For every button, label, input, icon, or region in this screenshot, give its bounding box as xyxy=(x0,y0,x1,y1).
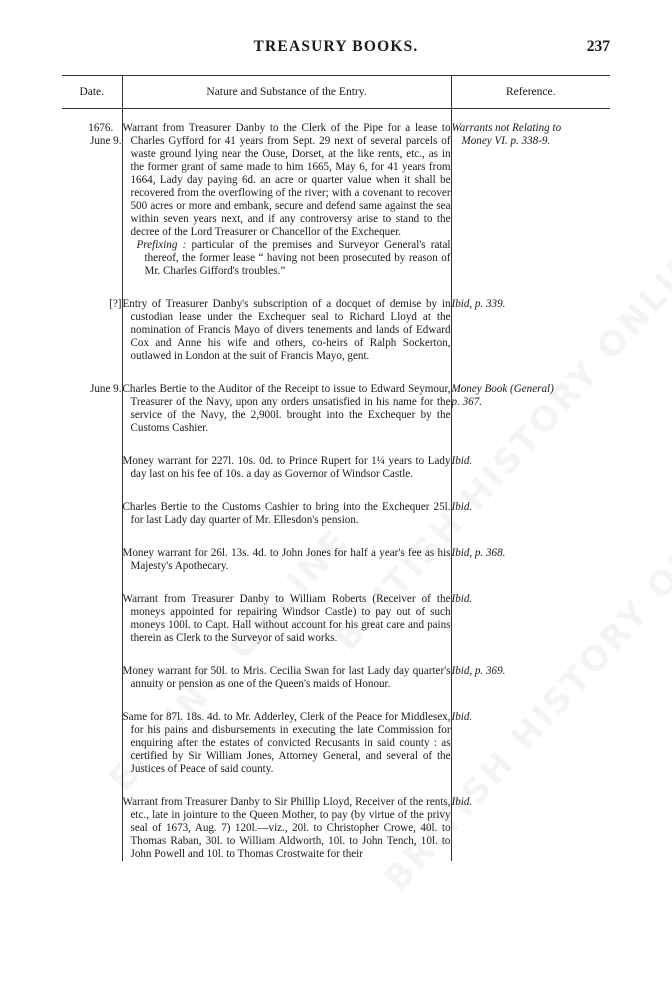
entry-line: Aldworth, 10l. to John Tench, 10l. to John xyxy=(130,835,451,860)
entry-line: Same for 87l. 18s. 4d. to Mr. Adderley, Clerk of the xyxy=(122,711,354,723)
table-row xyxy=(62,547,610,573)
entry-text xyxy=(122,711,451,776)
entry-line: Powell and 10l. to Thomas Crostwaite for their xyxy=(154,848,363,860)
column-header-date: Date. xyxy=(62,76,122,109)
entry-text xyxy=(122,796,451,861)
table-row xyxy=(62,298,610,363)
table-row xyxy=(62,455,610,481)
reference-line: Warrants not Relating to xyxy=(451,122,562,134)
entry-line: to Edward Seymour, Treasurer of the Navy, upon xyxy=(130,383,451,408)
entry-line: Ellesdon's pension. xyxy=(273,514,359,526)
entry-line: Windsor Castle) to pay out of such moneys 100l. xyxy=(130,606,451,631)
note-line: not been prosecuted by reason of Mr. Charles xyxy=(144,252,451,277)
entry-date xyxy=(62,109,122,279)
entry-reference: Ibid. xyxy=(451,593,610,645)
entry-line: in executing the late Commission for enquiring xyxy=(130,724,451,749)
entry-line: Money warrant for 26l. 13s. 4d. to John Jones for xyxy=(122,547,348,559)
entry-note xyxy=(123,239,451,278)
entry-reference xyxy=(451,383,610,435)
entry-line: Warrant from Treasurer Danby to William Roberts xyxy=(122,593,367,605)
entry-line: after the estates of convicted Recusants in said xyxy=(177,737,395,749)
entry-line: Sockerton, outlawed in London at the suit of Francis xyxy=(130,337,451,362)
entry-date xyxy=(62,455,122,481)
running-title: TREASURY BOOKS. xyxy=(253,38,419,55)
entry-line: overflowing of the river; with a covenant to recover xyxy=(218,187,451,199)
year-label: 1676. xyxy=(88,122,114,134)
entry-line: Charles Bertie to the Customs Cashier to bring into the xyxy=(122,501,378,513)
entry-line: Receiver of the rents, etc., late in jointure to the xyxy=(130,796,451,821)
entry-reference xyxy=(451,109,610,279)
entry-date: [?] xyxy=(109,298,122,310)
note-line: General's ratal thereof, the former lease “ having xyxy=(144,239,451,264)
entry-line: for 1¼ years to Lady day last on his fee of 10s. xyxy=(130,455,451,480)
entry-line: 1673, Aug. 7) 120l.—viz., 20l. to Christopher xyxy=(165,822,380,834)
entry-line: half a year's fee as his Majesty's Apothecary. xyxy=(130,547,451,572)
table-row xyxy=(62,711,610,776)
entry-text xyxy=(122,501,451,527)
entry-reference: Ibid. xyxy=(451,501,610,527)
entry-line: Cox and Anne his wife and others, co-heirs of Ralph xyxy=(130,337,397,349)
entry-text xyxy=(122,109,451,279)
entry-line: Pipe for a lease to Charles Gyfford for 41 years from xyxy=(130,122,451,147)
date-label: June 9. xyxy=(90,135,122,147)
entry-line: Lady day quarter's annuity or pension as one xyxy=(130,665,451,690)
entry-line: seal to Richard Lloyd at the nomination of Francis xyxy=(130,311,451,336)
entry-reference: Ibid. xyxy=(451,455,610,481)
entry-reference: Ibid. xyxy=(451,796,610,861)
entry-date xyxy=(62,501,122,527)
entry-line: Mayo of divers tenements and lands of Edward xyxy=(234,324,451,336)
entry-line: (Receiver of the moneys appointed for repairing xyxy=(130,593,451,618)
entry-line: Money warrant for 227l. 10s. 0d. to Prince Rupert xyxy=(122,455,352,467)
entry-line: by the Customs Cashier. xyxy=(130,409,451,434)
entry-line: same against the sea within seven years next, and if xyxy=(130,200,451,225)
entry-line: Entry of Treasurer Danby's subscription of a docquet xyxy=(122,298,372,310)
entry-line: Crowe, 40l. to Thomas Raban, 30l. to William xyxy=(130,822,451,847)
reference-line: p. 367. xyxy=(451,396,483,408)
entry-text xyxy=(122,665,451,691)
entry-line: a day as Governor of Windsor Castle. xyxy=(246,468,413,480)
entry-line: Mayo, gent. xyxy=(316,350,370,362)
entry-reference: Ibid, p. 368. xyxy=(451,547,610,573)
entry-line: to Capt. Hall without account for his great care xyxy=(193,619,405,631)
entry-line: Charles Bertie to the Auditor of the Receipt to issue xyxy=(122,383,356,395)
entry-reference: Ibid. xyxy=(451,711,610,776)
entries-table xyxy=(62,75,610,861)
entry-line: and pains therein as Clerk to the Surveyor of xyxy=(130,619,451,644)
entry-date xyxy=(62,796,122,861)
entry-line: of demise by in custodian lease under the Exchequer xyxy=(130,298,451,323)
table-row xyxy=(62,593,610,645)
entry-reference: Ibid, p. 369. xyxy=(451,665,610,691)
entry-line: Exchequer 25l. for last Lady day quarter of Mr. xyxy=(130,501,451,526)
entry-line: county. xyxy=(241,763,274,775)
reference-line: Money VI. p. 338-9. xyxy=(461,135,551,147)
entry-line: Warrant from Treasurer Danby to the Clerk of the xyxy=(122,122,359,134)
table-row xyxy=(62,665,610,691)
entry-date xyxy=(62,593,122,645)
entry-date xyxy=(62,547,122,573)
entry-line: General, and several of the Justices of Peace of said xyxy=(130,750,451,775)
entry-line: Money warrant for 50l. to Mris. Cecilia Swan for last xyxy=(122,665,365,677)
column-header-reference: Reference. xyxy=(451,76,610,109)
entry-line: 500 acres or more and embank, secure and defend xyxy=(130,200,356,212)
entry-line: or quarter value when it shall be recovered from the xyxy=(130,174,451,199)
page-number: 237 xyxy=(586,38,610,55)
entry-text xyxy=(122,298,451,363)
table-row xyxy=(62,109,610,279)
entry-line: for 41 years from 1664, Lady day paying 6d. an acre xyxy=(130,161,451,186)
entry-line: Peace for Middlesex, for his pains and disbursements xyxy=(130,711,451,736)
entry-text xyxy=(122,547,451,573)
entry-text xyxy=(122,383,451,435)
entry-line: any controversy arise to stand to the decree of the xyxy=(130,213,451,238)
note-lead: Prefixing : xyxy=(136,239,187,251)
table-row xyxy=(62,796,610,861)
entry-line: county : as certified by Sir William Jones, Attorney xyxy=(130,737,451,762)
entry-line: the former grant of same made to him 1665, May 6, xyxy=(130,161,368,173)
entry-text xyxy=(122,593,451,645)
table-row xyxy=(62,501,610,527)
entry-reference: Ibid, p. 339. xyxy=(451,298,610,363)
entry-line: said works. xyxy=(286,632,338,644)
entry-line: of the Navy, the 2,900l. brought into the Exchequer xyxy=(167,409,416,421)
entry-line: Warrant from Treasurer Danby to Sir Phillip Lloyd, xyxy=(122,796,353,808)
entry-line: Queen Mother, to pay (by virtue of the privy seal of xyxy=(130,809,451,834)
entry-line: Sept. 29 next of several parcels of waste ground lying xyxy=(130,135,451,160)
table-row xyxy=(62,383,610,435)
entry-text xyxy=(122,455,451,481)
column-header-nature: Nature and Substance of the Entry. xyxy=(122,76,451,109)
entry-line: any orders unsatisfied in his name for the service xyxy=(130,396,451,421)
entry-line: Lord Treasurer or Chancellor of the Exchequer. xyxy=(190,226,401,238)
entry-date xyxy=(62,665,122,691)
reference-line: Money Book (General) xyxy=(451,383,554,395)
column-header-row xyxy=(62,76,610,109)
note-line: Gifford's troubles.” xyxy=(199,265,286,277)
entry-line: of the Queen's maids of Honour. xyxy=(246,678,391,690)
note-line: particular of the premises and Surveyor xyxy=(191,239,379,251)
entry-date: June 9. xyxy=(90,383,122,395)
entry-date xyxy=(62,711,122,776)
entry-line: near the Ouse, Dorset, at the like rents, etc., as in xyxy=(221,148,451,160)
page-header xyxy=(62,38,610,60)
